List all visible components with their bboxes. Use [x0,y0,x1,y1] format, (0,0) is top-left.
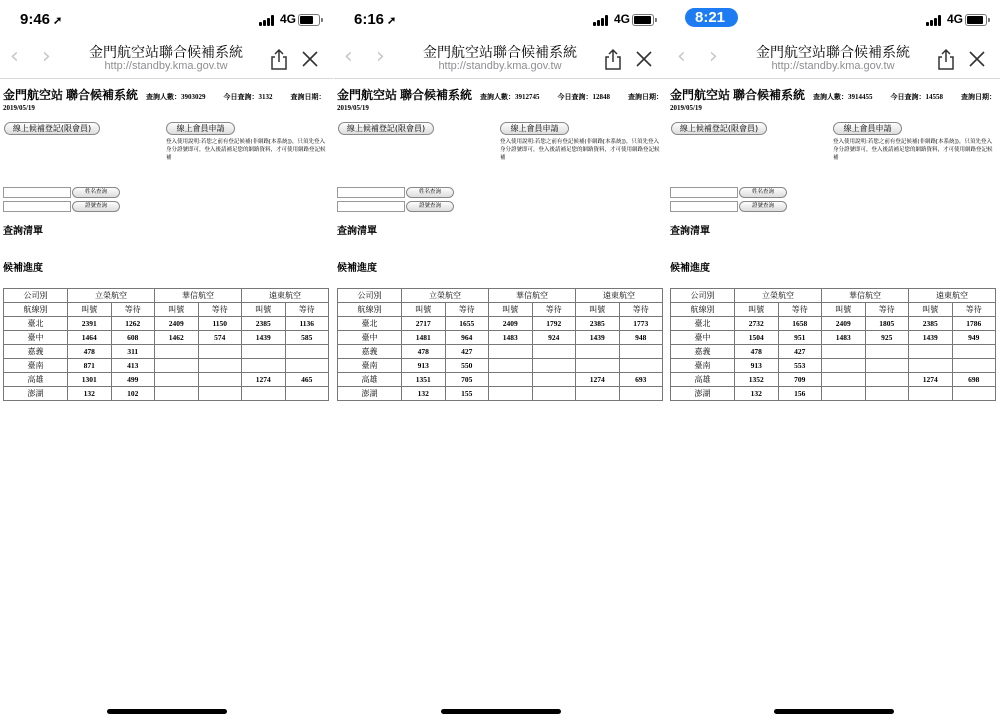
airline-header: 立榮航空 [735,289,822,303]
call-number-cell: 2391 [68,317,112,331]
name-query-button[interactable]: 姓名查詢 [739,187,787,198]
route-name: 嘉義 [4,345,68,359]
waiting-cell [285,387,329,401]
waiting-cell: 949 [952,331,996,345]
call-number-cell: 1483 [822,331,866,345]
home-indicator [774,709,894,714]
company-header: 公司別 [4,289,68,303]
query-date: 2019/05/19 [3,104,35,112]
route-row [338,331,663,345]
call-number-cell [822,359,866,373]
call-number-cell: 132 [402,387,446,401]
standby-progress-heading: 候補進度 [337,263,377,274]
column-header-row [4,303,329,317]
airline-header: 華信航空 [489,289,576,303]
call-number-cell [155,345,199,359]
waiting-cell: 155 [445,387,489,401]
call-number-cell: 2409 [155,317,199,331]
clock-time: 9:46 [20,11,51,28]
battery-level [634,16,651,24]
route-row [4,387,329,401]
name-input[interactable] [3,187,71,198]
airline-header-row [4,289,329,303]
call-number-cell: 1351 [402,373,446,387]
call-number-cell: 478 [402,345,446,359]
page-url[interactable]: http://standby.kma.gov.tw [771,60,895,72]
route-name: 澎湖 [671,387,735,401]
waiting-cell: 553 [778,359,822,373]
route-name: 澎湖 [4,387,68,401]
call-number-cell: 1274 [242,373,286,387]
call-number-cell: 1439 [576,331,620,345]
page-title: 金門航空站聯合候補系統 [756,44,910,60]
status-bar [334,0,667,40]
online-standby-register-button[interactable]: 線上候補登記(限會員) [338,122,434,135]
battery-level [967,16,983,24]
share-icon[interactable] [602,48,624,70]
call-number-cell [155,373,199,387]
route-name: 高雄 [4,373,68,387]
online-standby-register-button[interactable]: 線上候補登記(限會員) [4,122,100,135]
name-input[interactable] [337,187,405,198]
route-header: 航線別 [4,303,68,317]
call-number-header: 叫號 [822,303,866,317]
query-list-heading: 查詢清單 [337,226,377,237]
standby-progress-table [337,288,663,401]
close-icon[interactable] [635,50,653,68]
waiting-cell [952,359,996,373]
airline-header: 遠東航空 [576,289,663,303]
call-number-cell [909,359,953,373]
route-rows [671,317,996,401]
waiting-header: 等待 [778,303,822,317]
call-number-cell: 1462 [155,331,199,345]
battery-level [300,16,313,24]
query-list-heading: 查詢清單 [3,226,43,237]
waiting-cell [952,345,996,359]
call-number-cell: 1483 [489,331,533,345]
home-indicator [107,709,227,714]
waiting-cell [619,359,663,373]
waiting-header: 等待 [445,303,489,317]
airline-header: 立榮航空 [68,289,155,303]
id-input[interactable] [337,201,405,212]
route-rows [4,317,329,401]
back-arrow-icon[interactable]: ‹ [677,44,686,69]
call-number-header: 叫號 [242,303,286,317]
call-number-cell: 2385 [576,317,620,331]
route-row [338,373,663,387]
route-row [671,373,996,387]
status-bar [0,0,333,40]
call-number-cell [909,345,953,359]
call-number-cell: 2717 [402,317,446,331]
call-number-cell: 2385 [242,317,286,331]
call-number-cell: 913 [402,359,446,373]
signal-icon [926,15,944,26]
forward-arrow-icon[interactable]: › [376,44,385,69]
home-indicator [441,709,561,714]
call-number-cell [489,373,533,387]
waiting-cell [532,345,576,359]
call-number-cell: 1352 [735,373,779,387]
call-number-header: 叫號 [576,303,620,317]
back-arrow-icon[interactable]: ‹ [344,44,353,69]
waiting-cell: 156 [778,387,822,401]
waiting-cell: 964 [445,331,489,345]
waiting-cell [532,373,576,387]
waiting-cell: 413 [111,359,155,373]
clock-time: 6:16 [354,11,385,28]
call-number-header: 叫號 [735,303,779,317]
route-name: 高雄 [671,373,735,387]
waiting-cell: 427 [445,345,489,359]
call-number-cell: 913 [735,359,779,373]
route-name: 臺南 [4,359,68,373]
network-type: 4G [280,12,297,26]
waiting-cell: 1773 [619,317,663,331]
route-name: 臺北 [338,317,402,331]
call-number-cell: 478 [735,345,779,359]
route-name: 澎湖 [338,387,402,401]
waiting-cell: 924 [532,331,576,345]
standby-progress-table [670,288,996,401]
column-header-row [338,303,663,317]
route-row [671,387,996,401]
route-row [4,317,329,331]
call-number-cell [576,387,620,401]
call-number-cell: 1439 [242,331,286,345]
route-name: 嘉義 [671,345,735,359]
call-number-cell: 1301 [68,373,112,387]
call-number-header: 叫號 [402,303,446,317]
route-row [4,345,329,359]
waiting-cell: 465 [285,373,329,387]
call-number-cell: 1504 [735,331,779,345]
waiting-cell: 102 [111,387,155,401]
call-number-cell [909,387,953,401]
waiting-cell: 948 [619,331,663,345]
waiting-cell: 693 [619,373,663,387]
waiting-cell: 1136 [285,317,329,331]
waiting-header: 等待 [532,303,576,317]
route-header: 航線別 [671,303,735,317]
page-header [337,86,663,104]
waiting-cell: 1792 [532,317,576,331]
today-query-count: 今日查詢：3132 [223,93,273,101]
call-number-cell [822,345,866,359]
forward-arrow-icon[interactable]: › [42,44,51,69]
waiting-cell: 1658 [778,317,822,331]
site-title: 金門航空站 聯合候補系統 [337,88,473,102]
call-number-cell: 132 [68,387,112,401]
waiting-cell [198,373,242,387]
route-header: 航線別 [338,303,402,317]
airline-header: 遠東航空 [909,289,996,303]
browser-toolbar [667,38,1000,79]
login-instructions: 登入使用說明:若您之前有登記候補(非網路[本系統])，只須先登入身分證號即可，登入後請補足您的網路資料，才可使用網路登記候補 [833,139,993,161]
waiting-cell [532,359,576,373]
route-row [4,359,329,373]
call-number-cell: 132 [735,387,779,401]
route-row [338,359,663,373]
id-input[interactable] [3,201,71,212]
route-name: 臺北 [4,317,68,331]
waiting-cell: 311 [111,345,155,359]
waiting-cell: 1262 [111,317,155,331]
call-number-cell: 478 [68,345,112,359]
route-row [671,359,996,373]
clock [20,11,62,28]
id-query-button[interactable]: 證號查詢 [406,201,454,212]
call-number-cell: 2409 [822,317,866,331]
page-header [670,86,996,104]
call-number-cell [822,387,866,401]
id-query-button[interactable]: 證號查詢 [72,201,120,212]
waiting-header: 等待 [285,303,329,317]
waiting-cell: 1805 [865,317,909,331]
route-row [671,345,996,359]
close-icon[interactable] [968,50,986,68]
route-row [338,345,663,359]
waiting-cell: 550 [445,359,489,373]
waiting-cell [619,345,663,359]
route-name: 臺中 [671,331,735,345]
call-number-cell: 2732 [735,317,779,331]
standby-progress-heading: 候補進度 [670,263,710,274]
route-row [671,317,996,331]
call-number-cell: 2409 [489,317,533,331]
call-number-cell: 2385 [909,317,953,331]
airline-header: 立榮航空 [402,289,489,303]
login-instructions: 登入使用說明:若您之前有登記候補(非網路[本系統])，只須先登入身分證號即可，登入後請補足您的網路資料，才可使用網路登記候補 [166,139,326,161]
airline-header: 華信航空 [822,289,909,303]
call-number-cell: 1481 [402,331,446,345]
call-number-header: 叫號 [909,303,953,317]
call-number-cell [822,373,866,387]
call-number-cell: 871 [68,359,112,373]
page-url[interactable]: http://standby.kma.gov.tw [438,60,562,72]
call-number-header: 叫號 [68,303,112,317]
query-date: 2019/05/19 [670,104,702,112]
browser-toolbar [334,38,667,79]
phone-screenshot [0,0,333,722]
waiting-cell [198,387,242,401]
name-query-button[interactable]: 姓名查詢 [72,187,120,198]
status-bar [667,0,1000,40]
waiting-cell [865,345,909,359]
waiting-header: 等待 [198,303,242,317]
route-name: 臺中 [4,331,68,345]
airline-header: 遠東航空 [242,289,329,303]
browser-toolbar [0,38,333,79]
waiting-cell [198,345,242,359]
waiting-cell [865,359,909,373]
query-count: 查詢人數：3903029 [146,93,206,101]
name-input[interactable] [670,187,738,198]
waiting-cell: 608 [111,331,155,345]
query-list-heading: 查詢清單 [670,226,710,237]
call-number-cell [242,359,286,373]
airline-header: 華信航空 [155,289,242,303]
waiting-cell: 925 [865,331,909,345]
member-signup-button[interactable]: 線上會員申請 [500,122,569,135]
waiting-header: 等待 [952,303,996,317]
phone-screenshot [334,0,667,722]
page-header [3,86,326,104]
phone-screenshot [667,0,1000,722]
waiting-cell: 1786 [952,317,996,331]
call-number-cell [489,345,533,359]
today-query-count: 今日查詢：12848 [557,93,611,101]
clock-time: 8:21 [695,9,726,26]
call-number-cell [489,359,533,373]
route-name: 嘉義 [338,345,402,359]
route-rows [338,317,663,401]
share-icon[interactable] [935,48,957,70]
waiting-cell: 1655 [445,317,489,331]
query-count: 查詢人數：3912745 [480,93,540,101]
waiting-cell [952,387,996,401]
call-number-cell: 1274 [909,373,953,387]
query-date-label: 查詢日期： [290,93,326,101]
company-header: 公司別 [671,289,735,303]
query-date: 2019/05/19 [337,104,369,112]
query-date-label: 查詢日期： [961,93,997,101]
battery-icon [632,14,654,26]
call-number-cell [576,345,620,359]
clock [685,8,738,27]
page-title: 金門航空站聯合候補系統 [423,44,577,60]
call-number-cell: 1464 [68,331,112,345]
route-row [4,373,329,387]
waiting-cell: 951 [778,331,822,345]
today-query-count: 今日查詢：14558 [890,93,944,101]
location-arrow-icon: ➚ [53,15,63,27]
waiting-header: 等待 [619,303,663,317]
name-query-button[interactable]: 姓名查詢 [406,187,454,198]
site-title: 金門航空站 聯合候補系統 [3,88,139,102]
call-number-cell: 1274 [576,373,620,387]
network-type: 4G [614,12,631,26]
forward-arrow-icon[interactable]: › [709,44,718,69]
waiting-cell: 705 [445,373,489,387]
route-row [338,387,663,401]
route-row [4,331,329,345]
waiting-cell [198,359,242,373]
login-instructions: 登入使用說明:若您之前有登記候補(非網路[本系統])，只須先登入身分證號即可，登入後請補足您的網路資料，才可使用網路登記候補 [500,139,660,161]
airline-header-row [338,289,663,303]
route-name: 臺北 [671,317,735,331]
query-date-label: 查詢日期： [628,93,664,101]
id-query-button[interactable]: 證號查詢 [739,201,787,212]
route-name: 臺中 [338,331,402,345]
share-icon[interactable] [268,48,290,70]
network-type: 4G [947,12,964,26]
waiting-cell [619,387,663,401]
route-name: 高雄 [338,373,402,387]
page-url[interactable]: http://standby.kma.gov.tw [104,60,228,72]
route-row [338,317,663,331]
waiting-cell: 698 [952,373,996,387]
call-number-cell [576,359,620,373]
online-standby-register-button[interactable]: 線上候補登記(限會員) [671,122,767,135]
waiting-cell: 499 [111,373,155,387]
call-number-cell [242,387,286,401]
waiting-cell: 574 [198,331,242,345]
call-number-cell: 1439 [909,331,953,345]
signal-icon [259,15,277,26]
waiting-cell: 1150 [198,317,242,331]
battery-icon [298,14,320,26]
waiting-cell: 709 [778,373,822,387]
clock [354,11,396,28]
member-signup-button[interactable]: 線上會員申請 [833,122,902,135]
route-row [671,331,996,345]
call-number-header: 叫號 [489,303,533,317]
waiting-cell [532,387,576,401]
route-name: 臺南 [671,359,735,373]
waiting-header: 等待 [865,303,909,317]
waiting-cell: 427 [778,345,822,359]
page-title: 金門航空站聯合候補系統 [89,44,243,60]
close-icon[interactable] [301,50,319,68]
waiting-cell: 585 [285,331,329,345]
standby-progress-table [3,288,329,401]
waiting-cell [865,373,909,387]
call-number-cell [155,359,199,373]
standby-progress-heading: 候補進度 [3,263,43,274]
back-arrow-icon[interactable]: ‹ [10,44,19,69]
waiting-header: 等待 [111,303,155,317]
airline-header-row [671,289,996,303]
waiting-cell [285,359,329,373]
member-signup-button[interactable]: 線上會員申請 [166,122,235,135]
call-number-header: 叫號 [155,303,199,317]
location-arrow-icon: ➚ [387,15,397,27]
call-number-cell [489,387,533,401]
id-input[interactable] [670,201,738,212]
waiting-cell [865,387,909,401]
query-count: 查詢人數：3914455 [813,93,873,101]
battery-icon [965,14,987,26]
call-number-cell [242,345,286,359]
company-header: 公司別 [338,289,402,303]
call-number-cell [155,387,199,401]
site-title: 金門航空站 聯合候補系統 [670,88,806,102]
signal-icon [593,15,611,26]
waiting-cell [285,345,329,359]
column-header-row [671,303,996,317]
route-name: 臺南 [338,359,402,373]
